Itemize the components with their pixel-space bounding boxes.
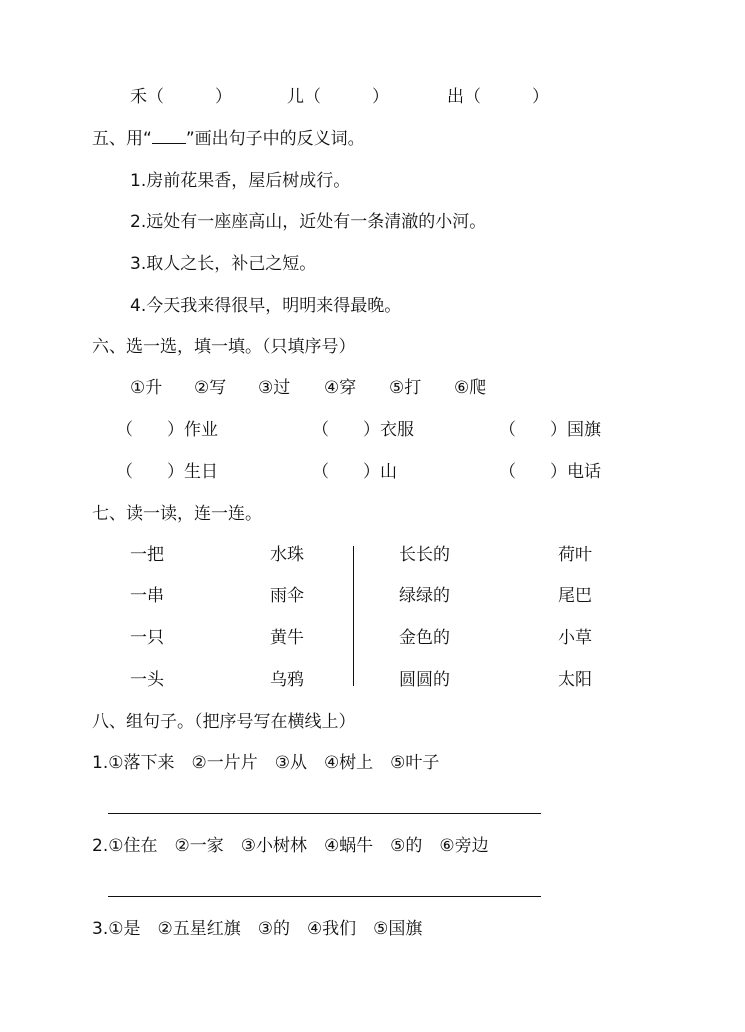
s7-measure: 一把 xyxy=(130,545,164,565)
s7-adjective: 绿绿的 xyxy=(399,586,450,606)
s7-noun: 黄牛 xyxy=(270,628,304,648)
q4-tail-row xyxy=(0,86,745,108)
s6-option: ⑤打 xyxy=(389,378,422,398)
section5-title: 五、用“ ”画出句子中的反义词。 xyxy=(92,129,365,149)
s7-row xyxy=(0,627,745,649)
s6-option: ①升 xyxy=(130,378,163,398)
underline-mark xyxy=(152,129,186,144)
s5-item-2: 2.远处有一座座高山，近处有一条清澈的小河。 xyxy=(130,212,487,232)
s6-options xyxy=(0,377,745,399)
q4-item-er: 儿（ ） xyxy=(287,87,389,107)
divider-line xyxy=(353,546,354,686)
s5-item-4: 4.今天我来得很早，明明来得最晚。 xyxy=(130,296,402,316)
s8-question-1: 1.①落下来 ②一片片 ③从 ④树上 ⑤叶子 xyxy=(92,753,440,773)
s6-option: ④穿 xyxy=(324,378,357,398)
s7-row xyxy=(0,585,745,607)
answer-line-2[interactable] xyxy=(108,896,541,897)
s6-row-1 xyxy=(0,419,745,441)
s7-row xyxy=(0,544,745,566)
section7-title: 七、读一读，连一连。 xyxy=(92,504,262,524)
s7-adjective: 长长的 xyxy=(399,545,450,565)
answer-line-1[interactable] xyxy=(108,813,541,814)
s7-noun: 小草 xyxy=(558,628,592,648)
s7-noun: 乌鸦 xyxy=(270,670,304,690)
s7-adjective: 圆圆的 xyxy=(399,670,450,690)
s5-item-3: 3.取人之长，补己之短。 xyxy=(130,254,317,274)
section8-title: 八、组句子。（把序号写在横线上） xyxy=(92,712,356,732)
s6-fill-item: （ ）国旗 xyxy=(499,420,601,440)
s7-measure: 一头 xyxy=(130,670,164,690)
s7-noun: 荷叶 xyxy=(558,545,592,565)
s7-noun: 太阳 xyxy=(558,670,592,690)
s6-fill-item: （ ）山 xyxy=(312,462,397,482)
s6-option: ⑥爬 xyxy=(454,378,487,398)
s6-fill-item: （ ）作业 xyxy=(116,420,218,440)
s7-noun: 雨伞 xyxy=(270,586,304,606)
s7-measure: 一只 xyxy=(130,628,164,648)
s6-fill-item: （ ）生日 xyxy=(116,462,218,482)
s7-noun: 尾巴 xyxy=(558,586,592,606)
section6-title: 六、选一选，填一填。（只填序号） xyxy=(92,337,356,357)
s6-row-2 xyxy=(0,461,745,483)
s5-item-1: 1.房前花果香，屋后树成行。 xyxy=(130,171,351,191)
q4-item-he: 禾（ ） xyxy=(130,87,232,107)
q4-item-chu: 出（ ） xyxy=(447,87,549,107)
s6-option: ②写 xyxy=(194,378,227,398)
s8-question-2: 2.①住在 ②一家 ③小树林 ④蜗牛 ⑤的 ⑥旁边 xyxy=(92,836,489,856)
s6-fill-item: （ ）电话 xyxy=(499,462,601,482)
s6-option: ③过 xyxy=(258,378,291,398)
s7-row xyxy=(0,669,745,691)
s6-fill-item: （ ）衣服 xyxy=(312,420,414,440)
s7-noun: 水珠 xyxy=(270,545,304,565)
s7-measure: 一串 xyxy=(130,586,164,606)
s7-adjective: 金色的 xyxy=(399,628,450,648)
s8-question-3: 3.①是 ②五星红旗 ③的 ④我们 ⑤国旗 xyxy=(92,919,423,939)
